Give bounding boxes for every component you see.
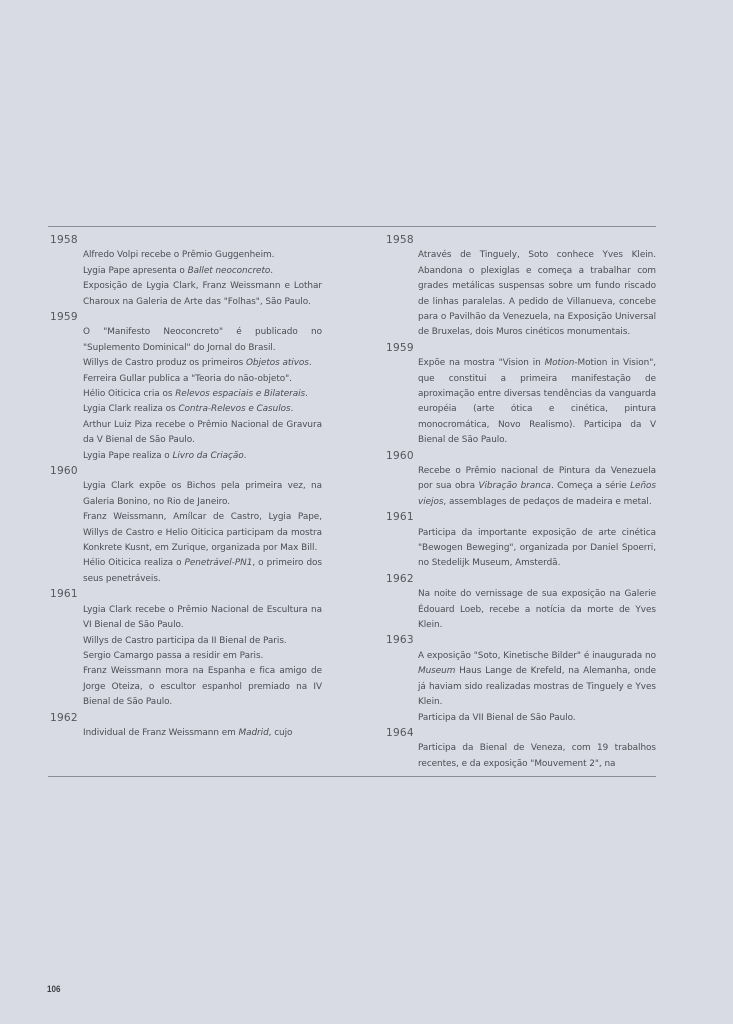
chronology-entry <box>83 264 322 279</box>
chronology-entry <box>83 726 322 741</box>
entry-text: A exposição "Soto, Kinetische Bilder" é inaugurada no <box>418 650 656 661</box>
year-entries <box>83 248 322 310</box>
chronology-entry <box>83 418 322 449</box>
italic-title-text: Ballet neoconcreto <box>187 265 271 276</box>
entry-text: Alfredo Volpi recebe o Prêmio Guggenheim. <box>83 250 275 261</box>
chronology-entry <box>83 449 322 464</box>
entry-text: Arthur Luiz Piza recebe o Prêmio Nacional de Gravura da V Bienal de São Paulo. <box>83 419 322 446</box>
entry-text: Individual de Franz Weissmann em <box>83 727 239 738</box>
italic-title-text: Penetrável-PN1 <box>184 558 253 569</box>
chronology-entry <box>418 649 656 711</box>
year-block <box>50 233 322 310</box>
entry-text: Franz Weissmann, Amílcar de Castro, Lygia Pape, Willys de Castro e Helio Oiticica participam da mostra Konkrete Kusnt, em Zurique, organizada por Max Bill. <box>83 512 322 554</box>
chronology-entry <box>83 279 322 310</box>
italic-title-text: Objetos ativos <box>245 358 309 369</box>
italic-title-text: Motion <box>544 358 575 369</box>
year-block <box>386 726 656 772</box>
italic-title-text: Vibração branca <box>478 481 551 492</box>
year-block <box>386 341 656 449</box>
italic-title-text: Relevos espaciais e Bilaterais <box>175 389 306 400</box>
chronology-entry <box>83 325 322 356</box>
entry-text: , o primeiro dos seus penetráveis. <box>83 558 322 584</box>
entry-text: Na noite do vernissage de sua exposição na Galerie Édouard Loeb, recebe a notícia da morte de Yves Klein. <box>418 589 656 631</box>
chronology-entry <box>418 711 656 726</box>
entry-text: Exposição de Lygia Clark, Franz Weissmann e Lothar Charoux na Galeria de Arte das "Folhas", São Paulo. <box>83 281 322 307</box>
chronology-entry <box>83 479 322 510</box>
entry-text: . <box>270 265 274 276</box>
year-entries <box>418 526 656 572</box>
year-heading: 1963 <box>386 634 414 647</box>
entry-text: Recebe o Prêmio nacional de Pintura da Venezuela por sua obra <box>418 466 656 492</box>
entry-text: Hélio Oiticica realiza o <box>83 558 185 569</box>
entry-text: Ferreira Gullar publica a "Teoria do não-objeto". <box>83 373 292 384</box>
entry-text: Participa da Bienal de Veneza, com 19 trabalhos recentes, e da exposição "Mouvement 2", na <box>418 743 656 769</box>
entry-text: Através de Tinguely, Soto conhece Yves Klein. Abandona o plexiglas e começa a trabalhar com grades metálicas suspensas sobre um fundo riscado de linhas paralelas. A pedido de Villanueva, concebe para o Pavilhão da Venezuela, na Exposição Universal de Bruxelas, dois Muros cinéticos monumentais. <box>418 250 656 338</box>
chronology-entry <box>418 356 656 448</box>
entry-text: Hélio Oiticica cria os <box>83 389 176 400</box>
entry-text: Lygia Clark expõe os Bichos pela primeira vez, na Galeria Bonino, no Rio de Janeiro. <box>83 481 322 507</box>
chronology-entry <box>418 464 656 510</box>
entry-text: Participa da VII Bienal de São Paulo. <box>418 712 576 723</box>
year-block <box>50 711 322 742</box>
year-entries <box>418 649 656 726</box>
year-heading: 1960 <box>50 465 78 478</box>
year-heading: 1964 <box>386 726 414 739</box>
entry-text: . <box>308 358 312 369</box>
chronology-left-column <box>50 233 322 741</box>
year-heading: 1961 <box>386 511 414 524</box>
entry-text: . Começa a série <box>550 481 631 492</box>
year-heading: 1959 <box>50 311 78 324</box>
entry-text: , assemblages de pedaços de madeira e metal. <box>443 496 652 507</box>
year-entries <box>418 356 656 448</box>
page-number: 106 <box>47 984 61 995</box>
year-block <box>50 310 322 464</box>
year-entries <box>418 248 656 340</box>
year-block <box>386 449 656 511</box>
entry-text: Sergio Camargo passa a residir em Paris. <box>83 650 264 661</box>
chronology-entry <box>418 526 656 572</box>
year-entries <box>83 603 322 711</box>
entry-text: -Motion in Vision", que constitui a primeira manifestação de aproximação entre diversas tendências da vanguarda européia (arte ótica e cinética, pintura monocromática, Novo Realismo). Participa da V Bienal de São Paulo. <box>418 358 656 446</box>
year-block <box>386 510 656 572</box>
year-entries <box>418 741 656 772</box>
italic-title-text: Madrid <box>238 727 269 738</box>
year-entries <box>418 587 656 633</box>
chronology-entry <box>83 649 322 664</box>
year-heading: 1962 <box>50 711 78 724</box>
chronology-entry <box>83 356 322 371</box>
chronology-entry <box>83 603 322 634</box>
chronology-right-column <box>386 233 656 772</box>
year-entries <box>83 479 322 587</box>
year-block <box>386 572 656 634</box>
chronology-entry <box>418 248 656 340</box>
bottom-rule <box>48 776 656 777</box>
chronology-entry <box>418 741 656 772</box>
year-heading: 1959 <box>386 341 414 354</box>
entry-text: O "Manifesto Neoconcreto" é publicado no "Suplemento Dominical" do Jornal do Brasil. <box>83 327 322 353</box>
chronology-entry <box>83 556 322 587</box>
year-heading: 1961 <box>50 588 78 601</box>
entry-text: Lygia Clark recebe o Prêmio Nacional de Escultura na VI Bienal de São Paulo. <box>83 604 322 631</box>
year-heading: 1958 <box>386 234 414 246</box>
italic-title-text: Livro da Criação <box>172 450 244 461</box>
top-rule <box>48 226 656 227</box>
entry-text: Franz Weissmann mora na Espanha e fica amigo de Jorge Oteiza, o escultor espanhol premiado na IV Bienal de São Paulo. <box>83 666 322 708</box>
chronology-entry <box>83 634 322 649</box>
entry-text: Participa da importante exposição de arte cinética "Bewogen Beweging", organizada por Daniel Spoerri, no Stedelijk Museum, Amsterdã. <box>418 527 656 569</box>
italic-title-text: Museum <box>418 666 456 677</box>
year-block <box>386 633 656 725</box>
chronology-entry <box>83 402 322 417</box>
entry-text: Haus Lange de Krefeld, na Alemanha, onde já haviam sido realizadas mostras de Tinguely e Yves Klein. <box>418 666 656 708</box>
italic-title-text: Leños viejos <box>418 481 656 507</box>
chronology-entry <box>83 248 322 263</box>
entry-text: Willys de Castro produz os primeiros <box>83 358 246 369</box>
chronology-entry <box>83 372 322 387</box>
italic-title-text: Contra-Relevos e Casulos <box>178 404 291 415</box>
entry-text: Lygia Pape apresenta o <box>83 265 188 276</box>
entry-text: . <box>243 450 247 461</box>
year-block <box>50 464 322 587</box>
chronology-entry <box>83 510 322 556</box>
entry-text: Lygia Clark realiza os <box>83 404 179 415</box>
year-block <box>50 587 322 710</box>
year-entries <box>418 464 656 510</box>
year-heading: 1958 <box>50 234 78 246</box>
chronology-entry <box>418 587 656 633</box>
entry-text: Expõe na mostra "Vision in <box>418 358 545 369</box>
year-entries <box>83 325 322 464</box>
chronology-entry <box>83 664 322 710</box>
year-heading: 1962 <box>386 572 414 585</box>
entry-text: . <box>290 404 294 415</box>
year-entries <box>83 726 322 741</box>
year-heading: 1960 <box>386 449 414 462</box>
entry-text: . <box>305 389 308 400</box>
chronology-entry <box>83 387 322 402</box>
entry-text: Willys de Castro participa da II Bienal de Paris. <box>83 635 287 646</box>
entry-text: , cujo <box>268 727 293 738</box>
year-block <box>386 233 656 341</box>
entry-text: Lygia Pape realiza o <box>83 450 173 461</box>
